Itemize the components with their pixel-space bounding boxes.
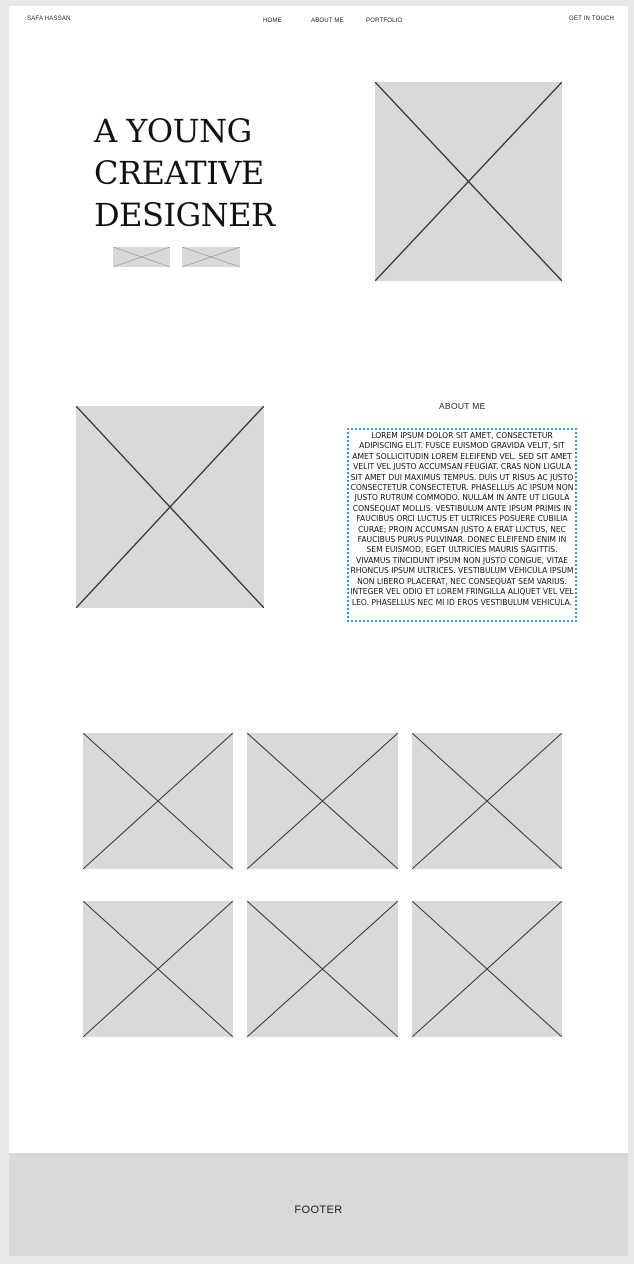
nav-home[interactable]: HOME [263,18,282,24]
nav-about-me[interactable]: ABOUT ME [311,18,344,24]
about-heading: ABOUT ME [439,401,486,411]
portfolio-item-placeholder[interactable] [412,901,562,1037]
portfolio-item-placeholder[interactable] [247,733,398,869]
page [9,6,628,1256]
portfolio-item-placeholder[interactable] [83,901,233,1037]
get-in-touch-link[interactable]: GET IN TOUCH [569,16,615,22]
hero-title-line: A YOUNG [94,112,252,150]
hero-title-line: CREATIVE [94,154,264,192]
hero-title-line: DESIGNER [94,196,275,234]
brand-logo[interactable]: SAFA HASSAN [27,16,71,22]
about-text-block: LOREM IPSUM DOLOR SIT AMET, CONSECTETUR ADIPISCING ELIT. FUSCE EUISMOD GRAVIDA VELIT, SIT AMET SOLLICITUDIN LOREM ELEIFEND VEL. SED SIT AMET VELIT VEL JUSTO ACCUMSAN FEUGIAT. CRAS NON LIGULA SIT AMET DUI MAXIMUS TEMPUS. DUIS UT RISUS AC JUSTO CONSECTETUR CONSECTETUR. PHASELLUS AC IPSUM NON JUSTO RUTRUM COMMODO. NULLAM IN ANTE UT LIGULA CONSEQUAT MOLLIS. VESTIBULUM ANTE IPSUM PRIMIS IN FAUCIBUS ORCI LUCTUS ET ULTRICES POSUERE CUBILIA CURAE; PROIN ACCUMSAN JUSTO A ERAT LUCTUS, NEC FAUCIBUS PURUS PULVINAR. DONEC ELEIFEND ENIM IN SEM EUISMOD, EGET ULTRICIES MAURIS SAGITTIS. VIVAMUS TINCIDUNT IPSUM NON JUSTO CONGUE, VITAE RHONCUS IPSUM ULTRICES. VESTIBULUM VEHICULA IPSUM NON LIBERO PLACERAT, NEC CONSEQUAT SEM VARIUS. INTEGER VEL ODIO ET LOREM FRINGILLA ALIQUET VEL VEL LEO. PHASELLUS NEC MI ID EROS VESTIBULUM VEHICULA. [347,428,577,622]
about-image-placeholder [76,406,264,608]
footer-label: FOOTER [294,1204,343,1216]
portfolio-item-placeholder[interactable] [412,733,562,869]
hero-title [94,110,275,236]
portfolio-item-placeholder[interactable] [247,901,398,1037]
hero-image-placeholder [375,82,562,281]
nav-portfolio[interactable]: PORTFOLIO [366,18,403,24]
portfolio-item-placeholder[interactable] [83,733,233,869]
footer [9,1153,628,1256]
hero-button-placeholder[interactable] [113,247,170,267]
hero-button-placeholder[interactable] [182,247,240,267]
